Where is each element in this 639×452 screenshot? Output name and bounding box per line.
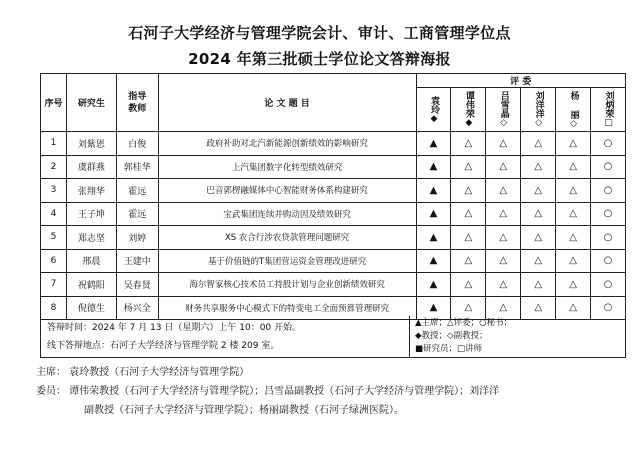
role-mark: ○ — [591, 155, 626, 179]
role-mark: △ — [556, 273, 591, 297]
row-topic: 政府补助对北汽新能源创新绩效的影响研究 — [158, 132, 416, 156]
row-student: 倪德生 — [66, 296, 116, 320]
role-mark: ○ — [591, 226, 626, 250]
role-mark: △ — [556, 179, 591, 203]
row-no: 4 — [41, 202, 67, 226]
row-student: 郑志坚 — [66, 226, 116, 250]
committee-member-header — [486, 88, 521, 132]
role-mark: △ — [451, 226, 486, 250]
legend — [415, 317, 512, 356]
committee-member-name: 刘炳荣□ — [603, 91, 614, 128]
info-divider — [409, 316, 410, 357]
row-no: 7 — [41, 273, 67, 297]
role-mark: ▲ — [416, 296, 451, 320]
committee-member-name: 刘洋洋◇ — [533, 91, 544, 128]
role-mark: △ — [486, 226, 521, 250]
role-mark: ▲ — [416, 273, 451, 297]
committee-member-name: 袁玲◆ — [428, 95, 439, 124]
chair-line: 主席： 袁玲教授（石河子大学经济与管理学院） — [36, 367, 250, 378]
header-advisor-label: 指导教师 — [128, 91, 147, 114]
committee-member-header — [591, 88, 626, 132]
role-mark: ▲ — [416, 202, 451, 226]
role-mark: △ — [486, 273, 521, 297]
role-mark: ▲ — [416, 179, 451, 203]
table-row — [41, 132, 626, 156]
committee-member-header — [556, 88, 591, 132]
row-no: 6 — [41, 249, 67, 273]
role-mark: ▲ — [416, 155, 451, 179]
legend-titles-2: ■研究员；□讲师 — [415, 344, 483, 354]
info-left — [47, 319, 301, 355]
role-mark: △ — [451, 249, 486, 273]
role-mark: ○ — [591, 132, 626, 156]
table-row — [41, 273, 626, 297]
defense-time: 答辩时间：2024 年 7 月 13 日（星期六）上午 10：00 开始。 — [47, 323, 302, 333]
row-topic: 海尔智家核心技术员工持股计划与企业创新绩效研究 — [158, 273, 416, 297]
role-mark: △ — [521, 249, 556, 273]
role-mark: △ — [556, 155, 591, 179]
row-no: 2 — [41, 155, 67, 179]
row-student: 邢晨 — [66, 249, 116, 273]
row-advisor: 郭桂华 — [116, 155, 158, 179]
role-mark: △ — [556, 202, 591, 226]
role-mark: ▲ — [416, 132, 451, 156]
committee-member-header — [451, 88, 486, 132]
row-topic: 基于价值链的T集团营运资金管理改进研究 — [158, 249, 416, 273]
row-advisor: 霍远 — [116, 202, 158, 226]
role-mark: △ — [556, 226, 591, 250]
role-mark: ○ — [591, 179, 626, 203]
legend-roles: ▲主席；△评委；○秘书； — [415, 318, 512, 328]
header-advisor — [116, 74, 158, 132]
row-student: 张翔华 — [66, 179, 116, 203]
row-no: 1 — [41, 132, 67, 156]
row-student: 王子坤 — [66, 202, 116, 226]
role-mark: △ — [556, 249, 591, 273]
row-no: 5 — [41, 226, 67, 250]
role-mark: △ — [521, 273, 556, 297]
table-row — [41, 155, 626, 179]
role-mark: ▲ — [416, 226, 451, 250]
role-mark: △ — [521, 226, 556, 250]
role-mark: △ — [521, 179, 556, 203]
role-mark: △ — [486, 249, 521, 273]
role-mark: △ — [486, 202, 521, 226]
role-mark: △ — [451, 132, 486, 156]
role-mark: △ — [556, 296, 591, 320]
role-mark: △ — [451, 296, 486, 320]
header-topic: 论 文 题 目 — [158, 74, 416, 132]
table-row — [41, 249, 626, 273]
row-topic: 财务共享服务中心模式下的特变电工全面预算管理研究 — [158, 296, 416, 320]
role-mark: △ — [451, 179, 486, 203]
row-advisor: 刘婷 — [116, 226, 158, 250]
role-mark: △ — [521, 132, 556, 156]
row-advisor: 吴春贤 — [116, 273, 158, 297]
role-mark: ○ — [591, 249, 626, 273]
role-mark: ○ — [591, 202, 626, 226]
row-advisor: 王建中 — [116, 249, 158, 273]
defense-place: 线下答辩地点：石河子大学经济与管理学院 2 楼 209 室。 — [47, 341, 280, 351]
row-topic: XS 农合行涉农贷款管理问题研究 — [158, 226, 416, 250]
table-row — [41, 179, 626, 203]
row-no: 3 — [41, 179, 67, 203]
row-student: 刘紫恩 — [66, 132, 116, 156]
row-student: 祝鹤阳 — [66, 273, 116, 297]
header-student: 研究生 — [66, 74, 116, 132]
row-advisor: 白俊 — [116, 132, 158, 156]
committee-list — [36, 363, 616, 420]
defense-schedule-table — [40, 73, 626, 320]
row-topic: 宝武集团连续并购动因及绩效研究 — [158, 202, 416, 226]
poster-title-line1: 石河子大学经济与管理学院会计、审计、工商管理学位点 — [128, 24, 511, 42]
role-mark: △ — [451, 273, 486, 297]
poster-title-line2: 2024 年第三批硕士学位论文答辩海报 — [188, 50, 451, 68]
row-topic: 巴音郭楞融媒体中心智能财务体系构建研究 — [158, 179, 416, 203]
members-line2: 副教授（石河子大学经济与管理学院）；杨丽副教授（石河子绿洲医院）。 — [84, 405, 404, 416]
legend-titles: ◆教授；◇副教授； — [415, 331, 488, 341]
role-mark: △ — [521, 296, 556, 320]
role-mark: △ — [451, 155, 486, 179]
info-box — [40, 316, 626, 358]
role-mark: △ — [521, 155, 556, 179]
role-mark: △ — [486, 155, 521, 179]
committee-member-name: 谭伟荣◆ — [463, 91, 474, 128]
committee-member-header — [416, 88, 451, 132]
role-mark: △ — [486, 296, 521, 320]
role-mark: △ — [486, 179, 521, 203]
committee-member-header — [521, 88, 556, 132]
role-mark: △ — [556, 132, 591, 156]
committee-member-name: 吕雪晶◇ — [498, 91, 509, 128]
row-advisor: 霍远 — [116, 179, 158, 203]
role-mark: △ — [521, 202, 556, 226]
header-committee: 评 委 — [416, 74, 626, 88]
row-student: 虞群燕 — [66, 155, 116, 179]
row-advisor: 杨兴全 — [116, 296, 158, 320]
row-no: 8 — [41, 296, 67, 320]
role-mark: ▲ — [416, 249, 451, 273]
committee-member-name: 杨 丽◇ — [568, 90, 579, 129]
role-mark: ○ — [591, 296, 626, 320]
role-mark: △ — [451, 202, 486, 226]
table-row — [41, 202, 626, 226]
role-mark: △ — [486, 132, 521, 156]
table-row — [41, 226, 626, 250]
row-topic: 上汽集团数字化转型绩效研究 — [158, 155, 416, 179]
members-line1: 委员： 谭伟荣教授（石河子大学经济与管理学院）；吕雪晶副教授（石河子大学经济与管理学院）；刘洋洋 — [36, 386, 500, 397]
header-no: 序号 — [41, 74, 67, 132]
role-mark: ○ — [591, 273, 626, 297]
